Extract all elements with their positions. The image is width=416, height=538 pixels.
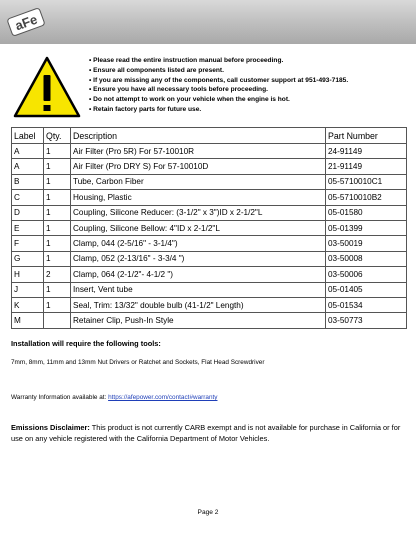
column-header-description: Description (71, 128, 326, 144)
cell-description: Retainer Clip, Push-In Style (71, 313, 326, 328)
table-row (12, 159, 407, 174)
cell-qty: 1 (44, 144, 71, 159)
cell-part-number: 05-01580 (326, 205, 407, 220)
cell-part-number: 03-50006 (326, 267, 407, 282)
cell-qty: 2 (44, 267, 71, 282)
emissions-label: Emissions Disclaimer: (11, 423, 90, 432)
warranty-link[interactable]: https://afepower.com/contact#warranty (108, 394, 218, 401)
cell-description: Coupling, Silicone Reducer: (3-1/2" x 3")ID x 2-1/2"L (71, 205, 326, 220)
table-row (12, 297, 407, 312)
cell-part-number: 05-5710010C1 (326, 174, 407, 189)
cell-description: Seal, Trim: 13/32" double bulb (41-1/2" Length) (71, 297, 326, 312)
table-row (12, 220, 407, 235)
header-bar (0, 0, 416, 44)
afe-power-logo (6, 6, 46, 38)
tools-list: 7mm, 8mm, 11mm and 13mm Nut Drivers or Ratchet and Sockets, Flat Head Screwdriver (11, 359, 265, 366)
cell-label: A (12, 144, 44, 159)
table-row (12, 236, 407, 251)
page-number: Page 2 (197, 509, 219, 516)
notice-list (89, 56, 409, 115)
column-header-qty: Qty. (44, 128, 71, 144)
cell-description: Clamp, 064 (2-1/2"- 4-1/2 ") (71, 267, 326, 282)
cell-part-number: 03-50019 (326, 236, 407, 251)
cell-description: Coupling, Silicone Bellow: 4"ID x 2-1/2"L (71, 220, 326, 235)
cell-part-number: 05-01534 (326, 297, 407, 312)
cell-qty: 1 (44, 190, 71, 205)
table-row (12, 190, 407, 205)
table-row (12, 205, 407, 220)
cell-part-number: 21-91149 (326, 159, 407, 174)
column-header-label: Label (12, 128, 44, 144)
table-row (12, 313, 407, 328)
emissions-disclaimer (11, 423, 407, 444)
notice-item: • Retain factory parts for future use. (89, 105, 202, 113)
cell-label: E (12, 220, 44, 235)
cell-label: G (12, 251, 44, 266)
cell-qty: 1 (44, 297, 71, 312)
cell-qty: 1 (44, 220, 71, 235)
cell-qty: 1 (44, 236, 71, 251)
cell-label: M (12, 313, 44, 328)
cell-label: J (12, 282, 44, 297)
cell-part-number: 24-91149 (326, 144, 407, 159)
cell-label: B (12, 174, 44, 189)
notice-item: • Ensure you have all necessary tools before proceeding. (89, 86, 268, 94)
table-row (12, 174, 407, 189)
warning-icon (12, 55, 82, 119)
cell-qty (44, 313, 71, 328)
parts-table (11, 127, 407, 329)
cell-description: Insert, Vent tube (71, 282, 326, 297)
cell-description: Air Filter (Pro DRY S) For 57-10010D (71, 159, 326, 174)
cell-qty: 1 (44, 282, 71, 297)
table-row (12, 144, 407, 159)
column-header-part-number: Part Number (326, 128, 407, 144)
emissions-text: This product is not currently CARB exempt and is not available for purchase in California or for use on any vehicle registered with the California Department of Motor Vehicles. (11, 423, 401, 443)
cell-label: D (12, 205, 44, 220)
cell-part-number: 03-50773 (326, 313, 407, 328)
cell-description: Clamp, 052 (2-13/16" - 3-3/4 ") (71, 251, 326, 266)
cell-description: Tube, Carbon Fiber (71, 174, 326, 189)
cell-qty: 1 (44, 159, 71, 174)
cell-part-number: 05-01405 (326, 282, 407, 297)
tools-heading: Installation will require the following tools: (11, 339, 161, 348)
warranty-label: Warranty Information available at: (11, 394, 109, 401)
table-header-row (12, 128, 407, 144)
cell-label: A (12, 159, 44, 174)
cell-description: Clamp, 044 (2-5/16" - 3-1/4") (71, 236, 326, 251)
cell-qty: 1 (44, 205, 71, 220)
notice-item: • Do not attempt to work on your vehicle when the engine is hot. (89, 96, 290, 104)
cell-part-number: 03-50008 (326, 251, 407, 266)
cell-label: F (12, 236, 44, 251)
cell-description: Air Filter (Pro 5R) For 57-10010R (71, 144, 326, 159)
notice-item: • Please read the entire instruction manual before proceeding. (89, 57, 284, 64)
notice-item: • If you are missing any of the components, call customer support at 951-493-7185. (89, 76, 349, 84)
table-row (12, 251, 407, 266)
warranty-info (11, 394, 218, 401)
cell-qty: 1 (44, 174, 71, 189)
table-row (12, 282, 407, 297)
cell-label: H (12, 267, 44, 282)
cell-qty: 1 (44, 251, 71, 266)
svg-text:aFe: aFe (13, 11, 40, 34)
notice-item: • Ensure all components listed are present. (89, 66, 224, 74)
cell-label: K (12, 297, 44, 312)
cell-part-number: 05-01399 (326, 220, 407, 235)
cell-label: C (12, 190, 44, 205)
cell-part-number: 05-5710010B2 (326, 190, 407, 205)
cell-description: Housing, Plastic (71, 190, 326, 205)
table-row (12, 267, 407, 282)
